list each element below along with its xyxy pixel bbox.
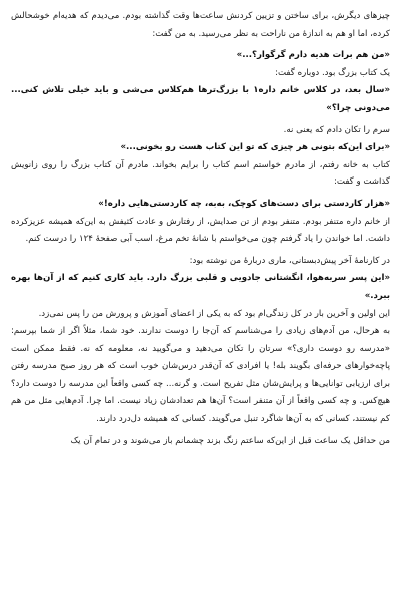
paragraph-1: چیزهای دیگرش، برای ساختن و تزیین کردنش ساعت‌ها وقت گذاشته بودم. می‌دیدم که هدیه‌ام خوشحالش کرده، اما او هم به اندازهٔ من ناراحت به نظر می‌رسید. به من گفت: bbox=[11, 11, 390, 39]
dialogue-line-2: «سال بعد، در کلاس خانم داره١ با بزرگ‌ترها هم‌کلاس می‌شی و باید خیلی تلاش کنی... می‌دونی چرا؟» bbox=[11, 85, 390, 113]
paragraph-4: کتاب به خانه رفتم، از مادرم خواستم اسم کتاب را برایم بخواند. مادرم آن کتاب بزرگ را روی زانویش گذاشت و گفت: bbox=[11, 159, 390, 188]
paragraph-9: من حداقل یک ساعت قبل از این‌که ساعتم زنگ بزند چشمانم باز می‌شوند و در تمام آن یک bbox=[70, 435, 390, 446]
paragraph-3: سرم را تکان دادم که یعنی نه. bbox=[283, 124, 390, 135]
dialogue-line-1: «من هم برات هدیه دارم گرگوار؟...» bbox=[236, 50, 390, 61]
paragraph-2: یک کتاب بزرگ بود. دوباره گفت: bbox=[275, 67, 390, 78]
dialogue-line-4: «هزار کاردستی برای دست‌های کوچک، به‌به، چه کاردستی‌هایی داره!» bbox=[98, 198, 390, 209]
paragraph-8: به هرحال، من آدم‌های زیادی را می‌شناسم که آن‌جا را دوست ندارند. خود شما، مثلاً اگر از شما بپرسم: «مدرسه رو دوست داری؟» سرتان را تکان می‌دهید و می‌گویید نه، معلومه که نه. فقط ممکن است پاچه‌خوارهای حرفه‌ای بگویند بله! یا افرادی که آن‌قدر درس‌شان خوب است که هر روز صبح مدرسه رفتن برای ارزیابی توانایی‌ها و پرایش‌شان مثل تفریح است. و گرنه... چه کسی واقعاً این مدرسه را دوست دارد؟ هیچ‌کس. و چه کسی واقعاً از آن متنفر است؟ آن‌ها هم تعدادشان زیاد نیست. اما چرا. آدم‌هایی مثل من هم کم نیستند، کسانی که به آن‌ها شاگرد تنبل می‌گویند. کسانی که همیشه دل‌درد دارند. bbox=[11, 326, 390, 425]
paragraph-6: در کارنامهٔ آخر پیش‌دبستانی، ماری دربارهٔ من نوشته بود: bbox=[189, 255, 390, 266]
dialogue-line-5: «این پسر سربه‌هوا، انگشتانی جادویی و قلبی بزرگ دارد. باید کاری کنیم که از آن‌ها بهره ببرد.» bbox=[11, 273, 390, 301]
dialogue-line-3: «برای این‌که بتونی هر چیزی که تو این کتاب هست رو بخونی...» bbox=[120, 142, 390, 153]
paragraph-7: این اولین و آخرین بار در کل زندگی‌ام بود که به یکی از اعضای آموزش و پرورش من را پس نمی‌زد. bbox=[38, 308, 390, 319]
paragraph-5: از خانم داره متنفر بودم. متنفر بودم از تن صدایش، از رفتارش و عادت کثیفش به این‌که همیشه عزیزکرده داشت. اما خواندن را یاد گرفتم چون می‌خواستم با شانهٔ تخم مرغ، اسب آبی صفحهٔ ١٢۴ را درست کنم. bbox=[11, 216, 390, 245]
